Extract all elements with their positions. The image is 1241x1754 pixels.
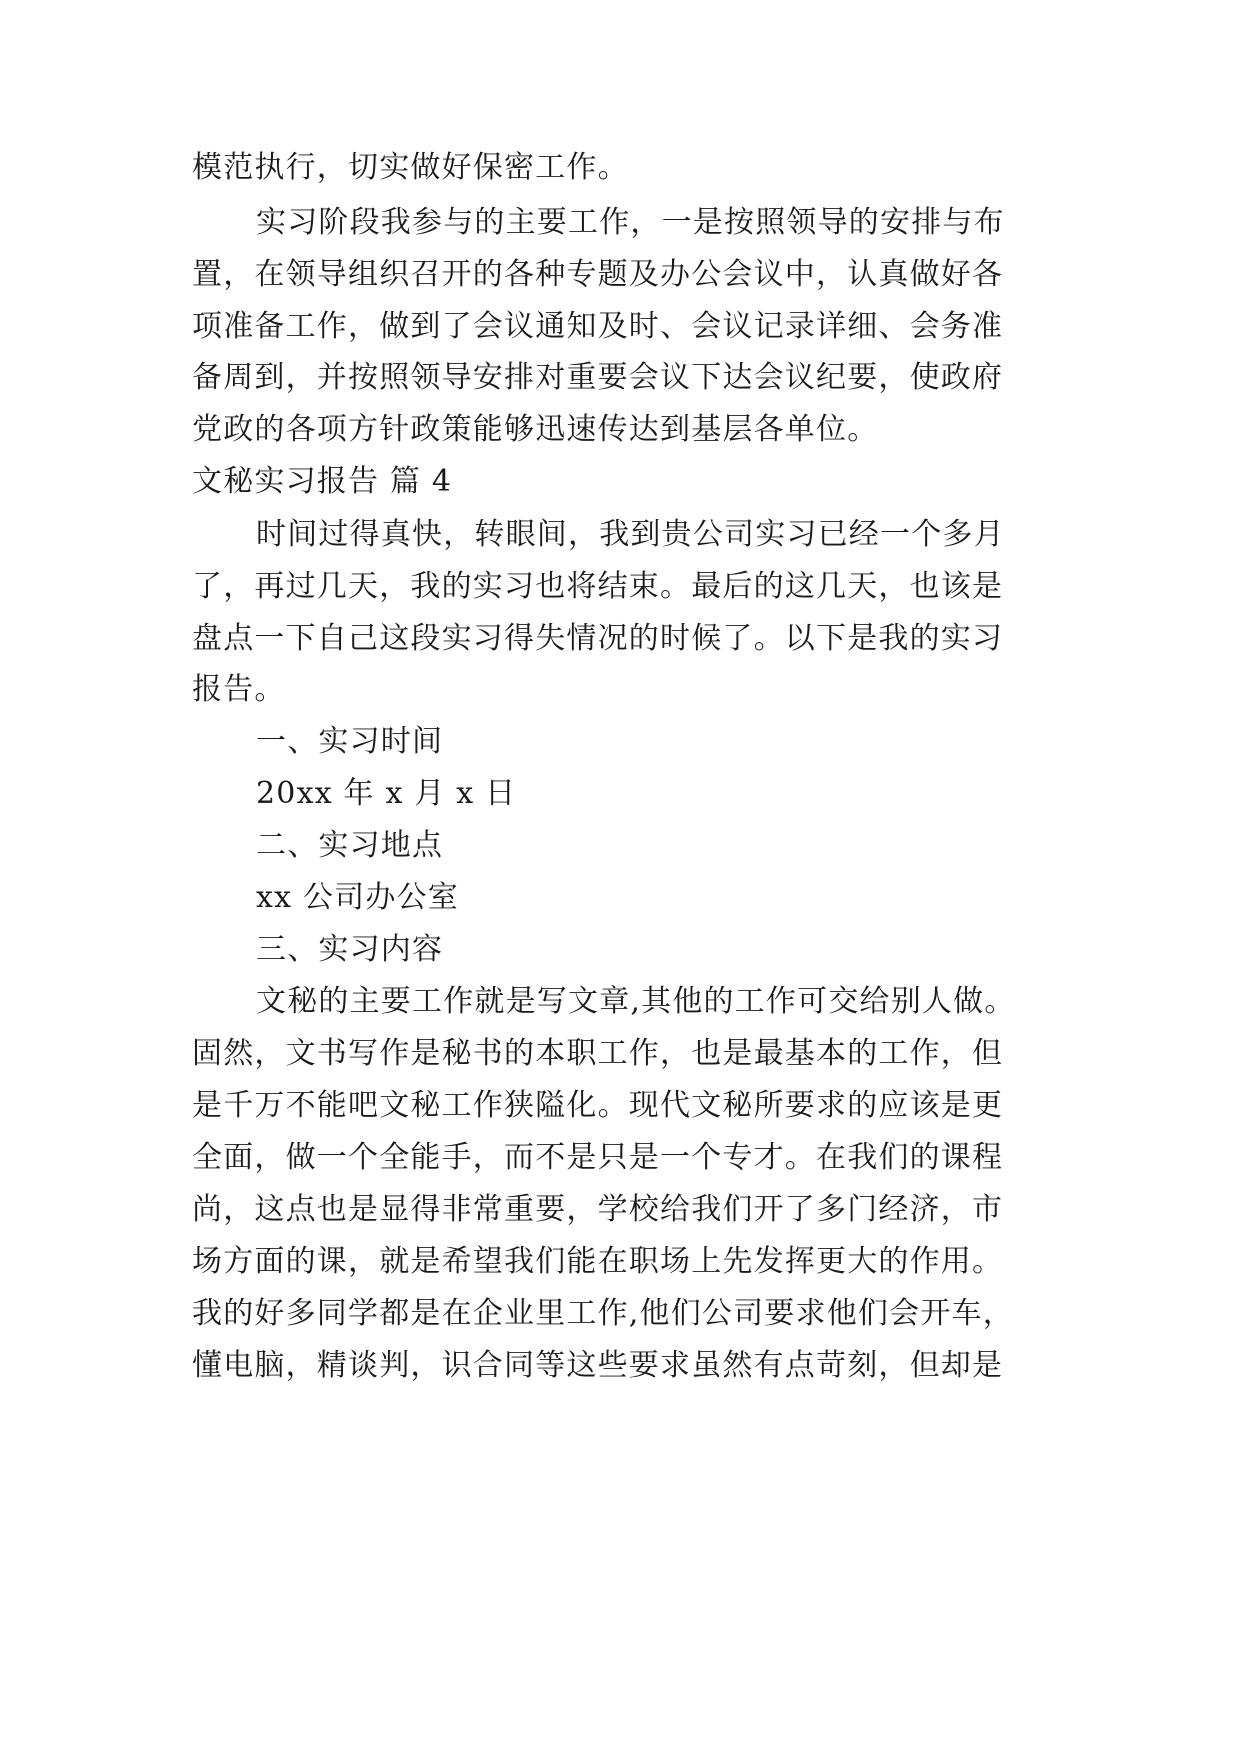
paragraph-line: 党政的各项方针政策能够迅速传达到基层各单位。 xyxy=(192,412,879,447)
paragraph-line: 20xx 年 x 月 x 日 xyxy=(256,776,517,811)
paragraph-line: 是千万不能吧文秘工作狭隘化。现代文秘所要求的应该是更 xyxy=(192,1088,1004,1123)
paragraph-line: 尚，这点也是显得非常重要，学校给我们开了多门经济，市 xyxy=(192,1192,1004,1227)
paragraph-line: 了，再过几天，我的实习也将结束。最后的这几天，也该是 xyxy=(192,569,1004,604)
subheading: 二、实习地点 xyxy=(256,828,444,863)
section-heading: 文秘实习报告 篇 4 xyxy=(192,464,453,499)
paragraph-line: 我的好多同学都是在企业里工作,他们公司要求他们会开车， xyxy=(192,1296,1014,1331)
paragraph-line: 文秘的主要工作就是写文章,其他的工作可交给别人做。 xyxy=(256,984,1016,1019)
paragraph-line: 报告。 xyxy=(192,672,286,707)
paragraph-line: 懂电脑，精谈判，识合同等这些要求虽然有点苛刻，但却是 xyxy=(192,1348,1004,1383)
paragraph-line: 场方面的课，就是希望我们能在职场上先发挥更大的作用。 xyxy=(192,1244,1004,1279)
paragraph-line: 盘点一下自己这段实习得失情况的时候了。以下是我的实习 xyxy=(192,621,1004,656)
paragraph-line: xx 公司办公室 xyxy=(256,880,459,915)
subheading: 一、实习时间 xyxy=(256,724,444,759)
paragraph-line: 备周到，并按照领导安排对重要会议下达会议纪要，使政府 xyxy=(192,360,1004,395)
paragraph-line: 全面，做一个全能手，而不是只是一个专才。在我们的课程 xyxy=(192,1140,1004,1175)
paragraph-line: 项准备工作，做到了会议通知及时、会议记录详细、会务准 xyxy=(192,309,1004,344)
paragraph-line: 时间过得真快，转眼间，我到贵公司实习已经一个多月 xyxy=(256,517,1005,552)
paragraph-line: 模范执行，切实做好保密工作。 xyxy=(192,150,629,185)
paragraph-line: 实习阶段我参与的主要工作，一是按照领导的安排与布 xyxy=(256,205,1005,240)
subheading: 三、实习内容 xyxy=(256,932,444,967)
paragraph-line: 置，在领导组织召开的各种专题及办公会议中，认真做好各 xyxy=(192,257,1004,292)
paragraph-line: 固然，文书写作是秘书的本职工作，也是最基本的工作，但 xyxy=(192,1036,1004,1071)
